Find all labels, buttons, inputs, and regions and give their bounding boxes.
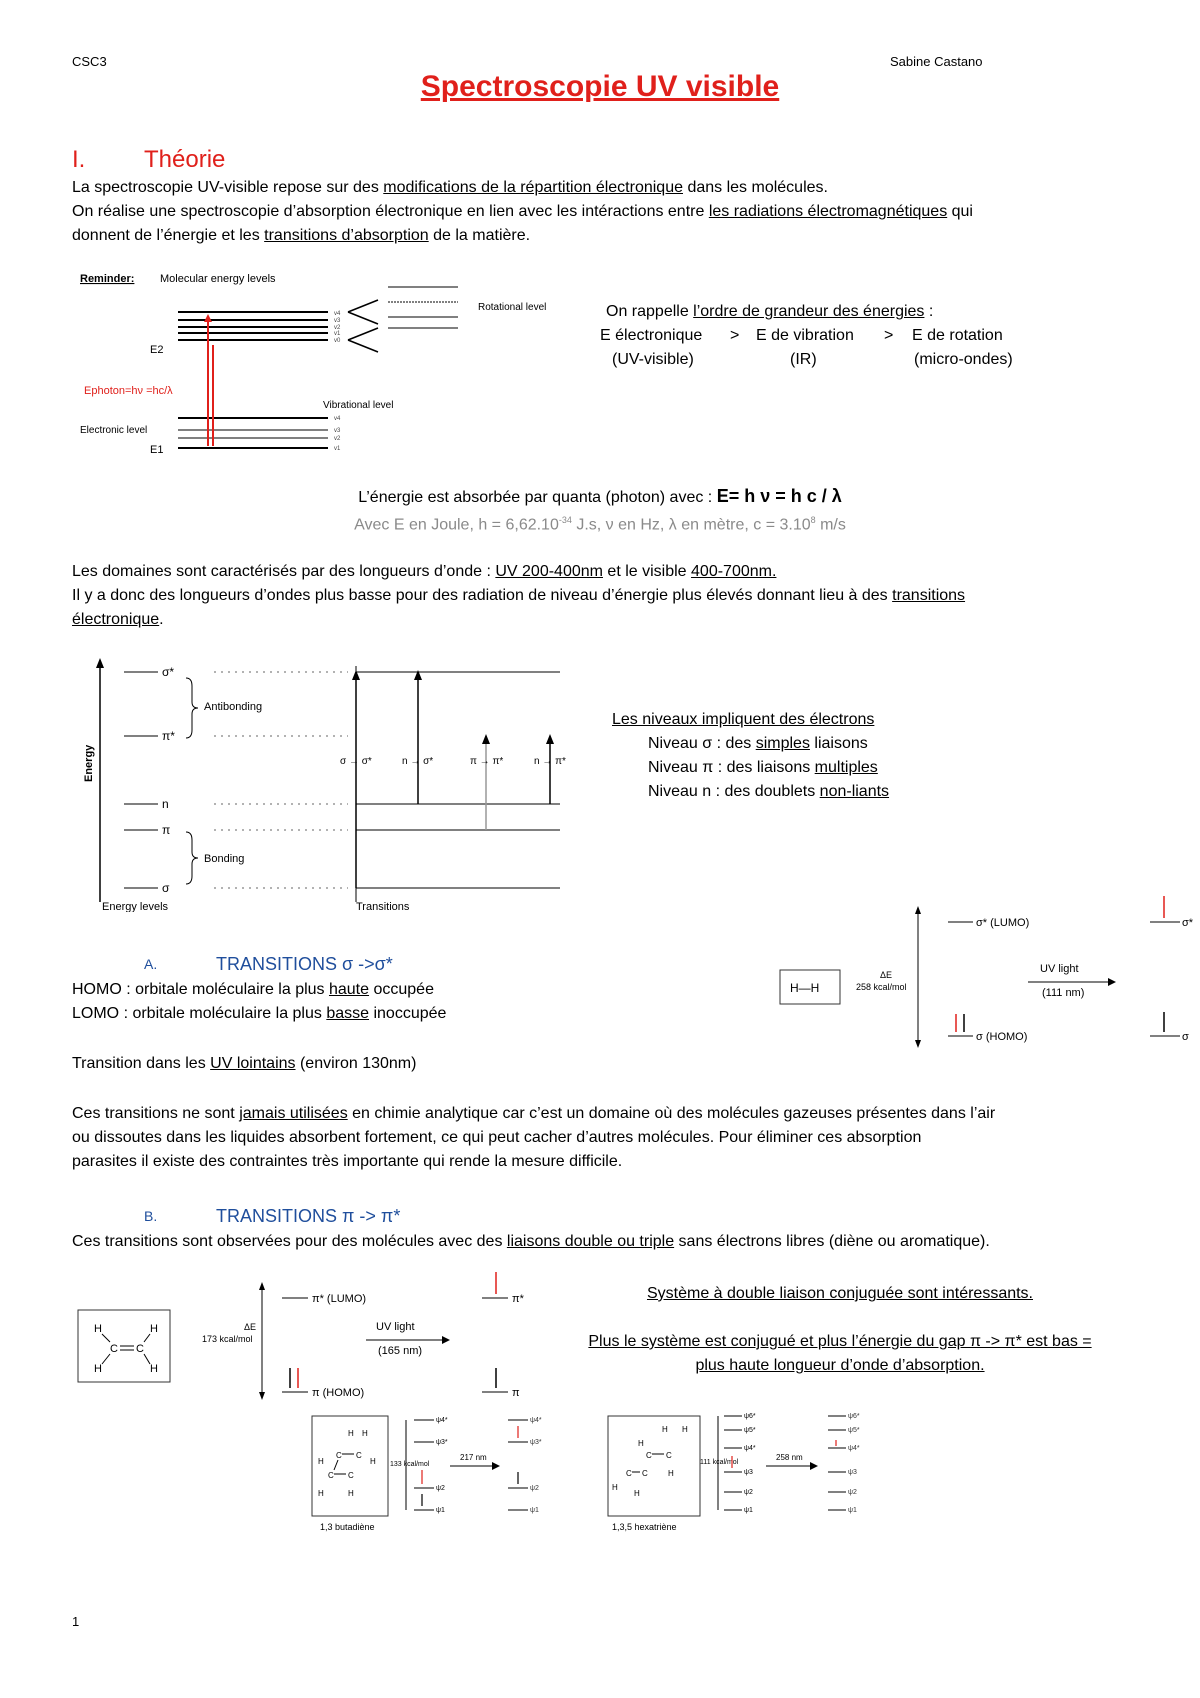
header-right: Sabine Castano	[890, 54, 983, 69]
svg-text:v4: v4	[334, 416, 341, 422]
ethylene-uv-light: UV light	[376, 1321, 415, 1333]
e2-label: E2	[150, 344, 164, 356]
hh-homo: σ (HOMO)	[976, 1031, 1028, 1043]
energy-levels-figure	[78, 270, 598, 470]
butadiene-psi3: ψ3*	[436, 1439, 448, 1446]
hexatriene-label: 1,3,5 hexatriène	[612, 1522, 677, 1532]
hexatriene-psi2: ψ2	[744, 1489, 753, 1496]
svg-text:C: C	[646, 1451, 652, 1460]
svg-text:H: H	[150, 1323, 158, 1335]
page-title: Spectroscopie UV visible	[420, 70, 780, 103]
svg-text:ψ2: ψ2	[848, 1489, 857, 1496]
ethylene-nm: (165 nm)	[378, 1345, 423, 1357]
energy-axis-label: Energy	[83, 744, 95, 782]
svg-text:v3: v3	[334, 428, 341, 434]
butadiene-figure	[310, 1406, 590, 1548]
e-electronic: E électronique	[600, 327, 703, 344]
svg-text:ψ3: ψ3	[848, 1469, 857, 1476]
ethylene-kcal: 173 kcal/mol	[202, 1334, 253, 1344]
section-b-title: TRANSITIONS π -> π*	[216, 1206, 401, 1226]
conjugated-note: Système à double liaison conjuguée sont intéressants.	[646, 1285, 1033, 1302]
svg-text:C: C	[642, 1469, 648, 1478]
svg-text:H: H	[150, 1363, 158, 1375]
vibrational-level-label: Vibrational level	[323, 400, 394, 411]
svg-text:C: C	[666, 1451, 672, 1460]
electronic-level-label: Electronic level	[80, 425, 148, 436]
ethylene-delta: ΔE	[244, 1322, 257, 1332]
energy-levels-label: Energy levels	[102, 901, 169, 912]
svg-text:C: C	[136, 1343, 144, 1355]
ethylene-orbital-figure	[72, 1270, 552, 1410]
section-a-title: TRANSITIONS σ ->σ*	[216, 954, 393, 974]
svg-text:v4: v4	[334, 311, 341, 317]
section-a-letter: A.	[144, 956, 158, 972]
butadiene-psi4: ψ4*	[436, 1417, 448, 1424]
svg-text:H: H	[94, 1363, 102, 1375]
svg-text:C: C	[336, 1451, 342, 1460]
energy-formula: E= h ν = h c / λ	[716, 486, 842, 506]
svg-text:H: H	[348, 1429, 354, 1438]
svg-text:ψ6*: ψ6*	[848, 1413, 860, 1420]
intro-paragraph: La spectroscopie UV-visible repose sur des modifications de la répartition électronique dans les molécules. On réalise une spectroscopie d’absorption électronique en lien avec les intéractions entre les radiations électromagnétiques qui donnent de l’énergie et les transitions d’absorption de la matière.	[72, 179, 973, 244]
hh-molecule: H—H	[790, 981, 820, 995]
homo-lomo: HOMO : orbitale moléculaire la plus haute occupée LOMO : orbitale moléculaire la plus basse inoccupée	[72, 981, 447, 1022]
svg-text:H: H	[348, 1489, 354, 1498]
sigma-star-level: σ*	[162, 665, 175, 679]
hh-orbital-figure	[778, 892, 1196, 1052]
units-line: Avec E en Joule, $h = 6,62.10^{-34}$ J.s, ν en Hz, λ en mètre, $c = 3.10^8$ m/s	[354, 515, 846, 534]
section-number: I.	[72, 146, 86, 173]
svg-text:H: H	[94, 1323, 102, 1335]
ethylene-homo: π (HOMO)	[312, 1387, 365, 1399]
ir-label: (IR)	[790, 351, 817, 368]
butadiene-kcal: 133 kcal/mol	[390, 1461, 430, 1468]
transition-pi-pi-star: π → π*	[470, 756, 504, 767]
transition-sigma-sigma-star: σ → σ*	[340, 756, 372, 767]
ephoton-label: Ephoton=hν =hc/λ	[84, 385, 173, 397]
svg-text:ψ4*: ψ4*	[848, 1445, 860, 1452]
energy-order-intro: On rappelle l’ordre de grandeur des énergies :	[606, 303, 934, 320]
domains-paragraph: Les domaines sont caractérisés par des longueurs d’onde : UV 200-400nm et le visible 400-700nm. Il y a donc des longueurs d’ondes plus basse pour des radiation de niveau d’énergie plus élevés donnant lieu à des transitions électronique.	[72, 563, 966, 628]
svg-text:ψ3*: ψ3*	[530, 1439, 542, 1446]
svg-text:H: H	[318, 1489, 324, 1498]
ethylene-pi: π	[512, 1387, 520, 1399]
svg-text:H: H	[634, 1489, 640, 1498]
svg-text:H: H	[362, 1429, 368, 1438]
butadiene-label: 1,3 butadiène	[320, 1522, 375, 1532]
svg-text:ψ1: ψ1	[848, 1507, 857, 1514]
svg-text:H: H	[682, 1425, 688, 1434]
levels-title: Les niveaux impliquent des électrons	[612, 711, 875, 728]
svg-text:ψ4*: ψ4*	[530, 1417, 542, 1424]
transitions-figure	[78, 652, 598, 912]
rotational-level-label: Rotational level	[478, 302, 547, 313]
butadiene-molecule	[318, 1429, 376, 1498]
svg-text:v2: v2	[334, 436, 341, 442]
hh-uv-light: UV light	[1040, 963, 1079, 975]
ethylene-pi-star: π*	[512, 1293, 524, 1305]
svg-text:H: H	[612, 1483, 618, 1492]
hh-delta: ΔE	[880, 970, 893, 980]
header-left: CSC3	[72, 54, 107, 69]
hh-sigma-star: σ*	[1182, 917, 1194, 929]
figure-title: Molecular energy levels	[160, 273, 276, 285]
hexatriene-psi6: ψ6*	[744, 1413, 756, 1420]
transitions-axis-label: Transitions	[356, 901, 410, 912]
svg-text:C: C	[356, 1451, 362, 1460]
svg-text:H: H	[638, 1439, 644, 1448]
conjugation-rule-2: plus haute longueur d’onde d’absorption.	[695, 1357, 985, 1374]
antibonding-label: Antibonding	[204, 701, 263, 713]
svg-text:ψ2: ψ2	[530, 1485, 539, 1492]
svg-text:C: C	[110, 1343, 118, 1355]
section-a-paragraph: Ces transitions ne sont jamais utilisées en chimie analytique car c’est un domaine où des molécules gazeuses présentes dans l’air ou dissoutes dans les liquides absorbent fortement, ce qui peut cacher d’autres molécules. Pour éliminer ces absorption parasites il existe des contraintes très importante qui rende la mesure difficile.	[72, 1105, 996, 1170]
hexatriene-kcal: 111 kcal/mol	[700, 1459, 739, 1466]
e-vibration: E de vibration	[756, 327, 854, 344]
n-level: n	[162, 797, 169, 811]
pi-star-level: π*	[162, 729, 175, 743]
hexatriene-figure	[606, 1406, 896, 1548]
e-rotation: E de rotation	[912, 327, 1003, 344]
gt-1: >	[730, 327, 740, 344]
svg-text:v1: v1	[334, 331, 341, 337]
bonding-label: Bonding	[204, 853, 245, 865]
conjugation-rule-1: Plus le système est conjugué et plus l’énergie du gap π -> π* est bas =	[588, 1333, 1092, 1350]
transition-n-pi-star: n → π*	[534, 756, 566, 767]
svg-text:H: H	[370, 1457, 376, 1466]
hh-lumo: σ* (LUMO)	[976, 917, 1030, 929]
svg-text:v0: v0	[334, 338, 341, 344]
butadiene-psi2: ψ2	[436, 1485, 445, 1492]
transition-n-sigma-star: n → σ*	[402, 756, 434, 767]
hexatriene-psi5: ψ5*	[744, 1427, 756, 1434]
e1-label: E1	[150, 444, 164, 456]
pi-level: π	[162, 823, 171, 837]
svg-text:H: H	[318, 1457, 324, 1466]
hexatriene-psi4: ψ4*	[744, 1445, 756, 1452]
svg-text:ψ5*: ψ5*	[848, 1427, 860, 1434]
hh-nm: (111 nm)	[1042, 987, 1085, 999]
reminder-label: Reminder:	[80, 273, 135, 285]
uv-lointains: Transition dans les UV lointains (environ 130nm)	[72, 1055, 417, 1072]
hh-kcal: 258 kcal/mol	[856, 982, 907, 992]
hexatriene-psi3: ψ3	[744, 1469, 753, 1476]
hh-sigma: σ	[1182, 1031, 1189, 1043]
micro-ondes-label: (micro-ondes)	[914, 351, 1013, 368]
section-title: Théorie	[144, 146, 226, 173]
levels-list: Les niveaux impliquent des électrons Niveau σ : des simples liaisons Niveau π : des liaisons multiples Niveau n : des doublets non-liants	[612, 708, 889, 804]
svg-text:C: C	[328, 1471, 334, 1480]
uv-visible-label: (UV-visible)	[612, 351, 694, 368]
ethylene-molecule	[94, 1323, 158, 1375]
hexatriene-psi1: ψ1	[744, 1507, 753, 1514]
sigma-level: σ	[162, 881, 170, 895]
section-b-paragraph: Ces transitions sont observées pour des molécules avec des liaisons double ou triple sans électrons libres (diène ou aromatique).	[72, 1233, 990, 1250]
svg-text:ψ1: ψ1	[530, 1507, 539, 1514]
butadiene-psi1: ψ1	[436, 1507, 445, 1514]
svg-text:H: H	[668, 1469, 674, 1478]
gt-2: >	[884, 327, 894, 344]
svg-text:C: C	[626, 1469, 632, 1478]
hexatriene-nm: 258 nm	[776, 1453, 803, 1462]
ethylene-lumo: π* (LUMO)	[312, 1293, 367, 1305]
svg-text:v2: v2	[334, 325, 341, 331]
hexatriene-molecule	[612, 1425, 688, 1498]
page-number: 1	[72, 1614, 80, 1629]
butadiene-nm: 217 nm	[460, 1453, 487, 1462]
svg-text:v1: v1	[334, 446, 341, 452]
svg-text:C: C	[348, 1471, 354, 1480]
svg-text:H: H	[662, 1425, 668, 1434]
section-b-letter: B.	[144, 1208, 158, 1224]
quanta-line: L’énergie est absorbée par quanta (photon) avec : E= h ν = h c / λ	[358, 486, 842, 506]
svg-text:v3: v3	[334, 318, 341, 324]
